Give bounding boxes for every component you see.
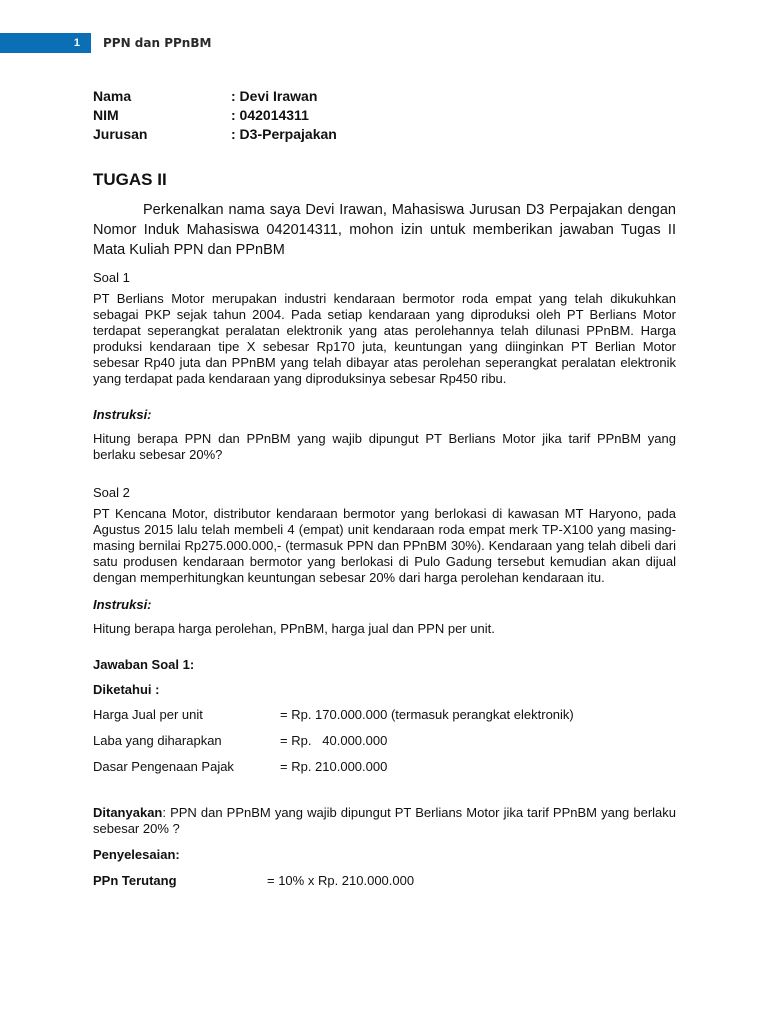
- document-body: [93, 87, 676, 889]
- asked-paragraph: [93, 805, 676, 837]
- ppn-key: PPn Terutang: [93, 873, 177, 888]
- identity-row-nama: [93, 87, 676, 106]
- soal1-text: PT Berlians Motor merupakan industri kendaraan bermotor roda empat yang telah dikukuhkan sebagai PKP sejak tahun 2004. Pada setiap kendaraan yang diproduksi oleh PT Berlians Motor terdapat seperangkat peralatan elektronik yang atas perolehannya telah dilunasi PPnBM. Harga produksi kendaraan tipe X sebesar Rp170 juta, keuntungan yang diinginkan PT Berlian Motor sebesar Rp40 juta dan PPnBM yang telah dibayar atas perolehan seperangkat peralatan elektronik yang terdapat pada kendaraan yang diproduksinya sebesar Rp450 ribu.: [93, 291, 676, 386]
- ppn-value: = 10% x Rp. 210.000.000: [267, 873, 415, 888]
- asked-text: : PPN dan PPnBM yang wajib dipungut PT Berlians Motor jika tarif PPnBM yang berlaku sebesar 20% ?: [93, 805, 676, 836]
- page-number-badge: 1: [0, 33, 91, 53]
- soal1-label: Soal 1: [93, 270, 130, 285]
- soal1-instruction-text: Hitung berapa PPN dan PPnBM yang wajib dipungut PT Berlians Motor jika tarif PPnBM yang berlaku sebesar 20%?: [93, 431, 676, 462]
- identity-key: Nama: [93, 88, 132, 104]
- identity-value: : 042014311: [231, 107, 309, 123]
- identity-block: [93, 87, 676, 144]
- running-title: PPN dan PPnBM: [103, 36, 212, 50]
- answer1-title: Jawaban Soal 1:: [93, 657, 195, 672]
- intro-paragraph: Perkenalkan nama saya Devi Irawan, Mahasiswa Jurusan D3 Perpajakan dengan Nomor Induk Mahasiswa 042014311, mohon izin untuk memberikan jawaban Tugas II Mata Kuliah PPN dan PPnBM: [93, 202, 676, 258]
- known-value: = Rp. 40.000.000: [280, 733, 388, 748]
- ppn-row: [93, 873, 676, 889]
- known-label: Diketahui :: [93, 682, 160, 697]
- known-row: [93, 733, 676, 749]
- solution-label: Penyelesaian:: [93, 847, 180, 862]
- identity-row-jurusan: [93, 125, 676, 144]
- known-value: = Rp. 210.000.000: [280, 759, 388, 774]
- asked-label: Ditanyakan: [93, 805, 163, 820]
- soal1-instruction-label: Instruksi:: [93, 407, 152, 422]
- soal2-text: PT Kencana Motor, distributor kendaraan bermotor yang berlokasi di kawasan MT Haryono, pada Agustus 2015 lalu telah membeli 4 (empat) unit kendaraan roda empat merk TP-X100 yang masing-masing bernilai Rp275.000.000,- (termasuk PPN dan PPnBM 30%). Kendaraan yang telah dibeli dari satu produsen kendaraan bermotor yang berlokasi di Pulo Gadung tersebut kemudian akan dijual dengan memperhitungkan keuntungan sebesar 20% dari harga perolehan kendaraan itu.: [93, 506, 676, 585]
- identity-value: : Devi Irawan: [231, 88, 318, 104]
- identity-key: NIM: [93, 107, 119, 123]
- known-row: [93, 707, 676, 723]
- known-value: = Rp. 170.000.000 (termasuk perangkat elektronik): [280, 707, 574, 722]
- identity-value: : D3-Perpajakan: [231, 126, 337, 142]
- known-key: Harga Jual per unit: [93, 707, 203, 722]
- identity-key: Jurusan: [93, 126, 148, 142]
- page-header: [0, 33, 768, 53]
- soal2-instruction-text: Hitung berapa harga perolehan, PPnBM, harga jual dan PPN per unit.: [93, 621, 495, 636]
- soal2-label: Soal 2: [93, 485, 130, 500]
- task-title: TUGAS II: [93, 170, 167, 189]
- known-key: Dasar Pengenaan Pajak: [93, 759, 234, 774]
- known-key: Laba yang diharapkan: [93, 733, 222, 748]
- identity-row-nim: [93, 106, 676, 125]
- known-row: [93, 759, 676, 775]
- soal2-instruction-label: Instruksi:: [93, 597, 152, 612]
